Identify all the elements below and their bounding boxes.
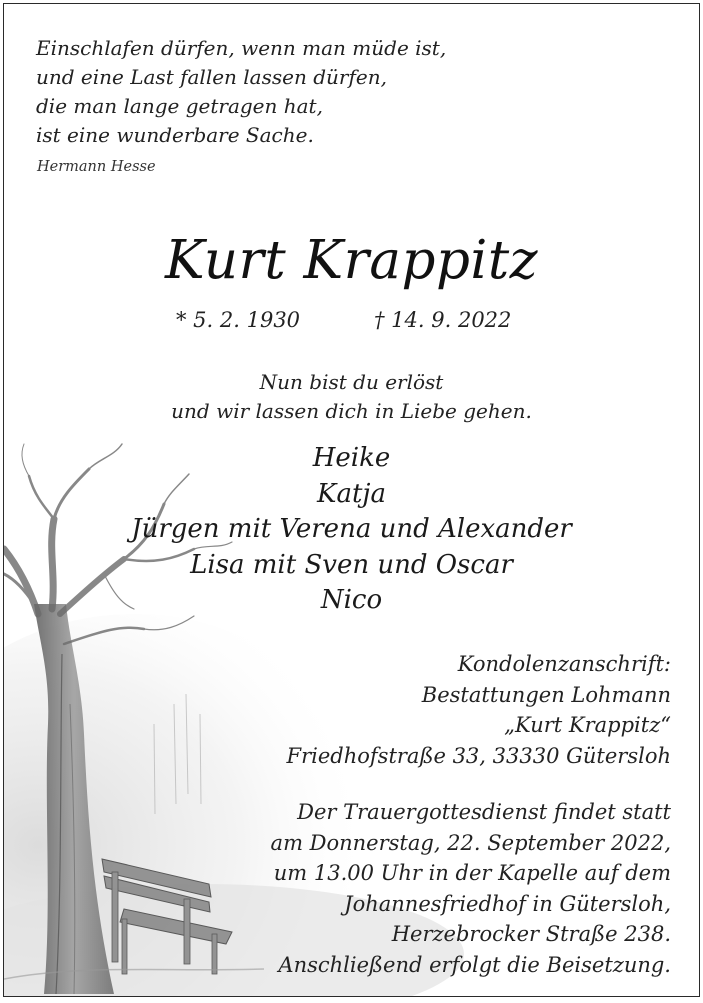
family-member: Jürgen mit Verena und Alexander [131,514,572,544]
service-line: um 13.00 Uhr in der Kapelle auf dem [273,861,671,885]
quote-line: ist eine wunderbare Sache. [36,123,314,147]
quote-line: Einschlafen dürfen, wenn man müde ist, [36,36,447,60]
farewell-line: Nun bist du erlöst [259,370,444,394]
quote-author: Hermann Hesse [37,159,156,175]
service-line: am Donnerstag, 22. September 2022, [270,830,671,855]
funeral-service-info [271,797,671,980]
service-line: Herzebrocker Straße 238. [391,922,671,946]
birth-date: * 5. 2. 1930 [176,308,301,332]
service-line: Johannesfriedhof in Gütersloh, [344,891,671,916]
death-date: † 14. 9. 2022 [374,308,512,332]
deceased-name: Kurt Krappitz [164,230,539,291]
condolence-line: „Kurt Krappitz“ [504,713,671,737]
service-line: Der Trauergottesdienst findet statt [297,800,671,824]
family-member: Heike [312,443,391,473]
quote-line: die man lange getragen hat, [36,94,323,118]
quote-line: und eine Last fallen lassen dürfen, [36,65,387,89]
family-member: Katja [317,478,386,509]
family-list [4,441,699,619]
obituary-notice [3,3,700,997]
family-member: Nico [320,585,383,615]
condolence-line: Friedhofstraße 33, 33330 Gütersloh [286,743,671,768]
condolence-line: Bestattungen Lohmann [421,682,671,707]
farewell-text [4,368,699,426]
hesse-quote [36,34,446,150]
condolence-address [287,649,671,771]
condolence-heading: Kondolenzanschrift: [457,652,671,676]
family-member: Lisa mit Sven und Oscar [190,549,513,580]
farewell-line: und wir lassen dich in Liebe gehen. [171,399,532,423]
service-line: Anschließend erfolgt die Beisetzung. [278,952,671,977]
